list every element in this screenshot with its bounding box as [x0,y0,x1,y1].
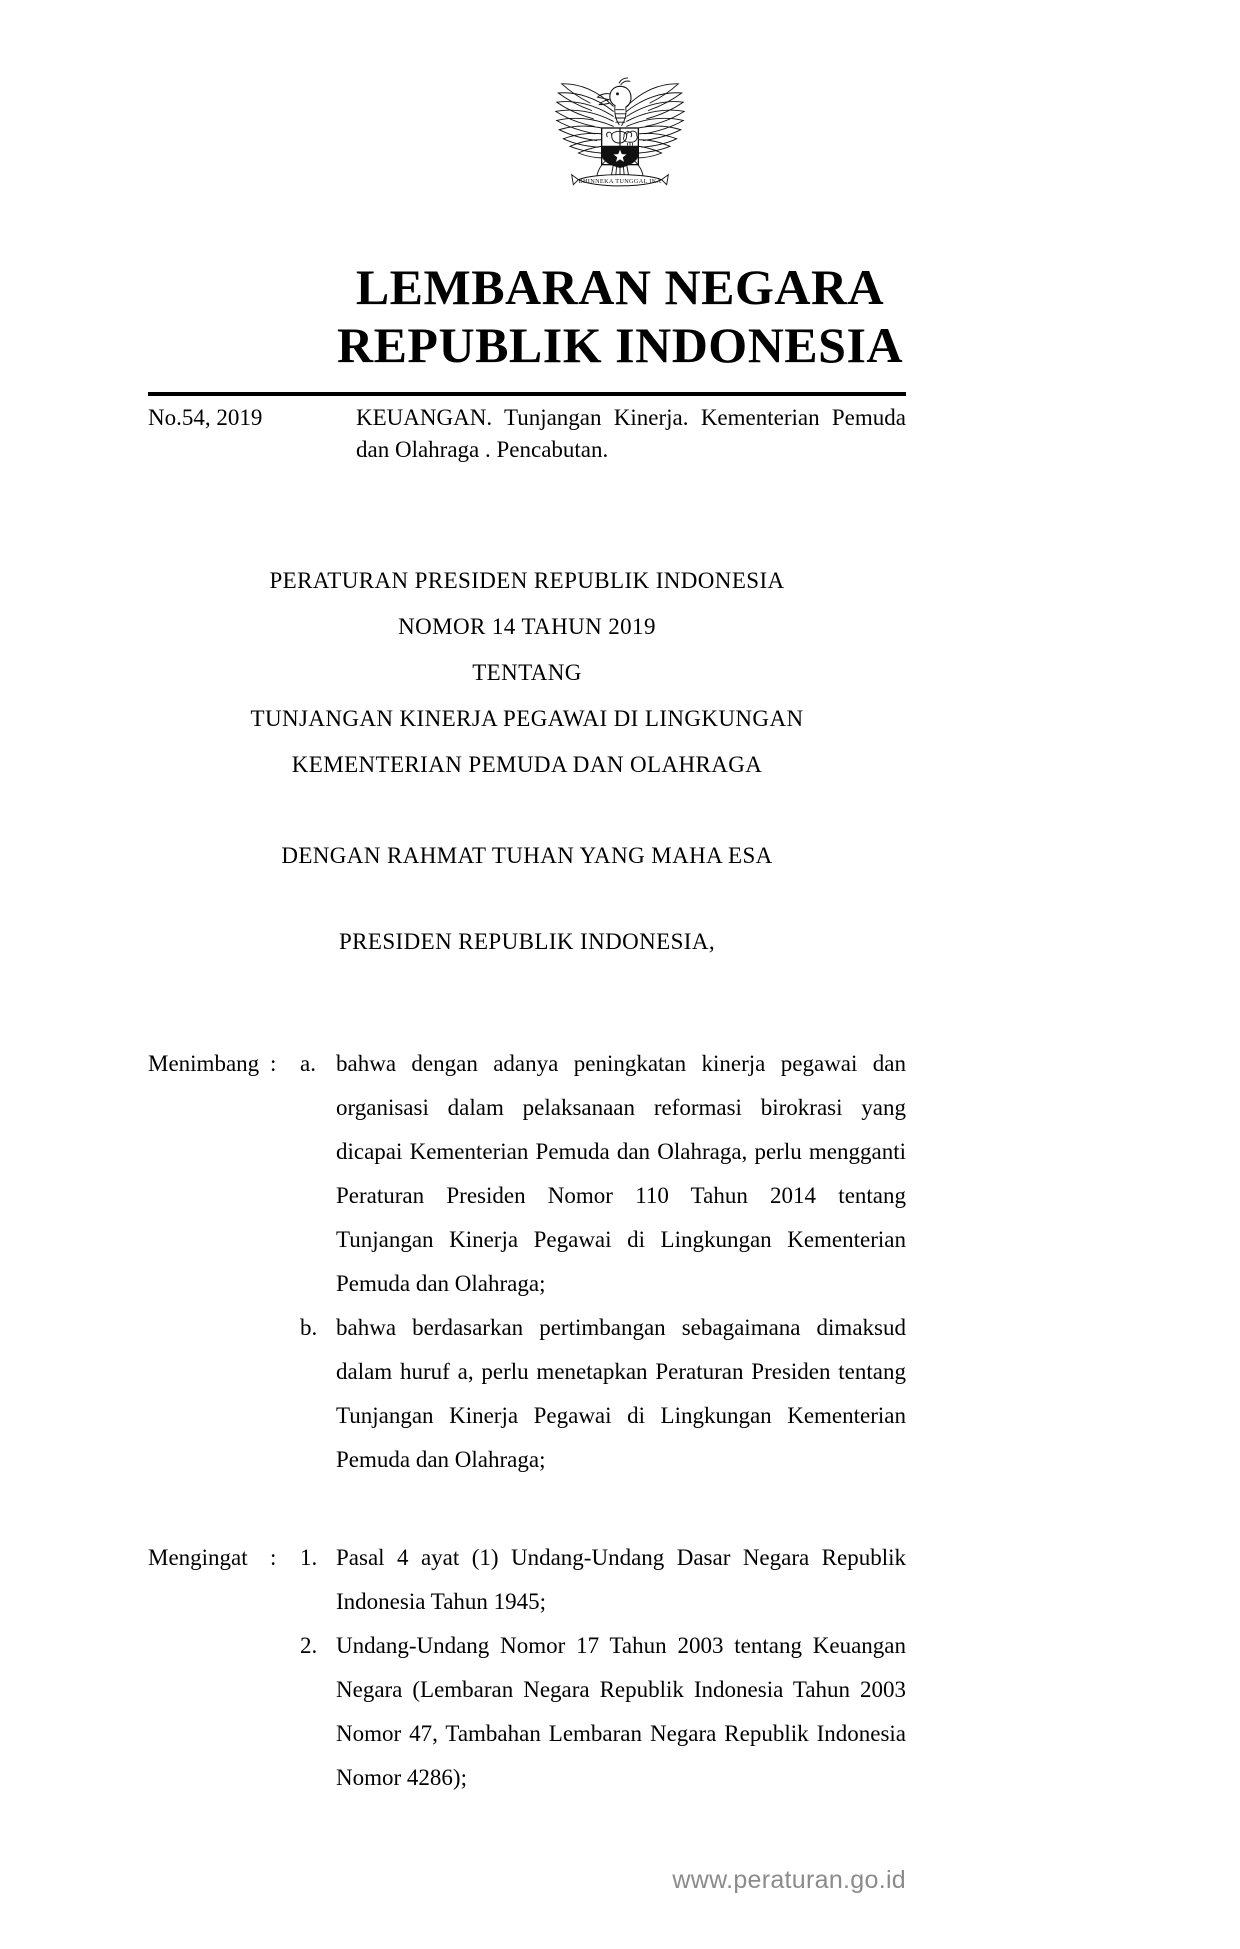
item-text: bahwa dengan adanya peningkatan kinerja pegawai dan organisasi dalam pelaksanaan reformasi birokrasi yang dicapai Kementerian Pemuda dan Olahraga, perlu mengganti Peraturan Presiden Nomor 110 Tahun 2014 tentang Tunjangan Kinerja Pegawai di Lingkungan Kementerian Pemuda dan Olahraga; [336,1051,906,1296]
list-item [300,1306,906,1482]
item-marker: a. [300,1051,316,1076]
title-line-4: TUNJANGAN KINERJA PEGAWAI DI LINGKUNGAN [250,706,804,731]
list-item [300,1042,906,1306]
masthead-line-2: REPUBLIK INDONESIA [336,317,904,373]
item-text: Pasal 4 ayat (1) Undang-Undang Dasar Negara Republik Indonesia Tahun 1945; [336,1545,906,1614]
item-text: Undang-Undang Nomor 17 Tahun 2003 tentang Keuangan Negara (Lembaran Negara Republik Indonesia Tahun 2003 Nomor 47, Tambahan Lembaran Negara Republik Indonesia Nomor 4286); [336,1633,906,1790]
footer-watermark: www.peraturan.go.id [672,1866,906,1894]
clause-label: Menimbang [148,1051,260,1076]
clause-label: Mengingat [148,1545,248,1570]
emblem-container [0,58,1240,208]
issue-number: No.54, 2019 [148,405,263,430]
item-text: bahwa berdasarkan pertimbangan sebagaimana dimaksud dalam huruf a, perlu menetapkan Peraturan Presiden tentang Tunjangan Kinerja Pegawai di Lingkungan Kementerian Pemuda dan Olahraga; [336,1315,906,1472]
garuda-pancasila-icon [536,58,704,208]
list-item [300,1624,906,1800]
title-line-3: TENTANG [472,660,582,685]
president-signature-heading: PRESIDEN REPUBLIK INDONESIA, [338,929,715,954]
svg-text:BHINNEKA TUNGGAL IKA: BHINNEKA TUNGGAL IKA [578,178,662,185]
issue-header-row [148,402,906,466]
list-item [300,1536,906,1624]
clause-item-list [300,1536,906,1800]
title-line-5: KEMENTERIAN PEMUDA DAN OLAHRAGA [291,752,763,777]
header-divider-rule [148,392,906,396]
clause-row [148,1536,906,1800]
clause-menimbang [148,1042,906,1482]
clause-row [148,1042,906,1482]
item-marker: b. [300,1315,318,1340]
clause-colon: : [270,1545,277,1570]
masthead-line-1: LEMBARAN NEGARA [355,259,885,315]
divine-grace-line: DENGAN RAHMAT TUHAN YANG MAHA ESA [281,843,773,868]
item-marker: 1. [300,1545,318,1570]
title-line-1: PERATURAN PRESIDEN REPUBLIK INDONESIA [269,568,785,593]
title-line-2: NOMOR 14 TAHUN 2019 [398,614,656,639]
regulation-title-block [148,558,906,788]
clause-colon: : [270,1051,277,1076]
clause-item-list [300,1042,906,1482]
clause-mengingat [148,1536,906,1800]
item-marker: 2. [300,1633,318,1658]
issue-subject-keywords: KEUANGAN. Tunjangan Kinerja. Kementerian Pemuda dan Olahraga . Pencabutan. [356,405,906,462]
masthead-title [0,258,1240,374]
